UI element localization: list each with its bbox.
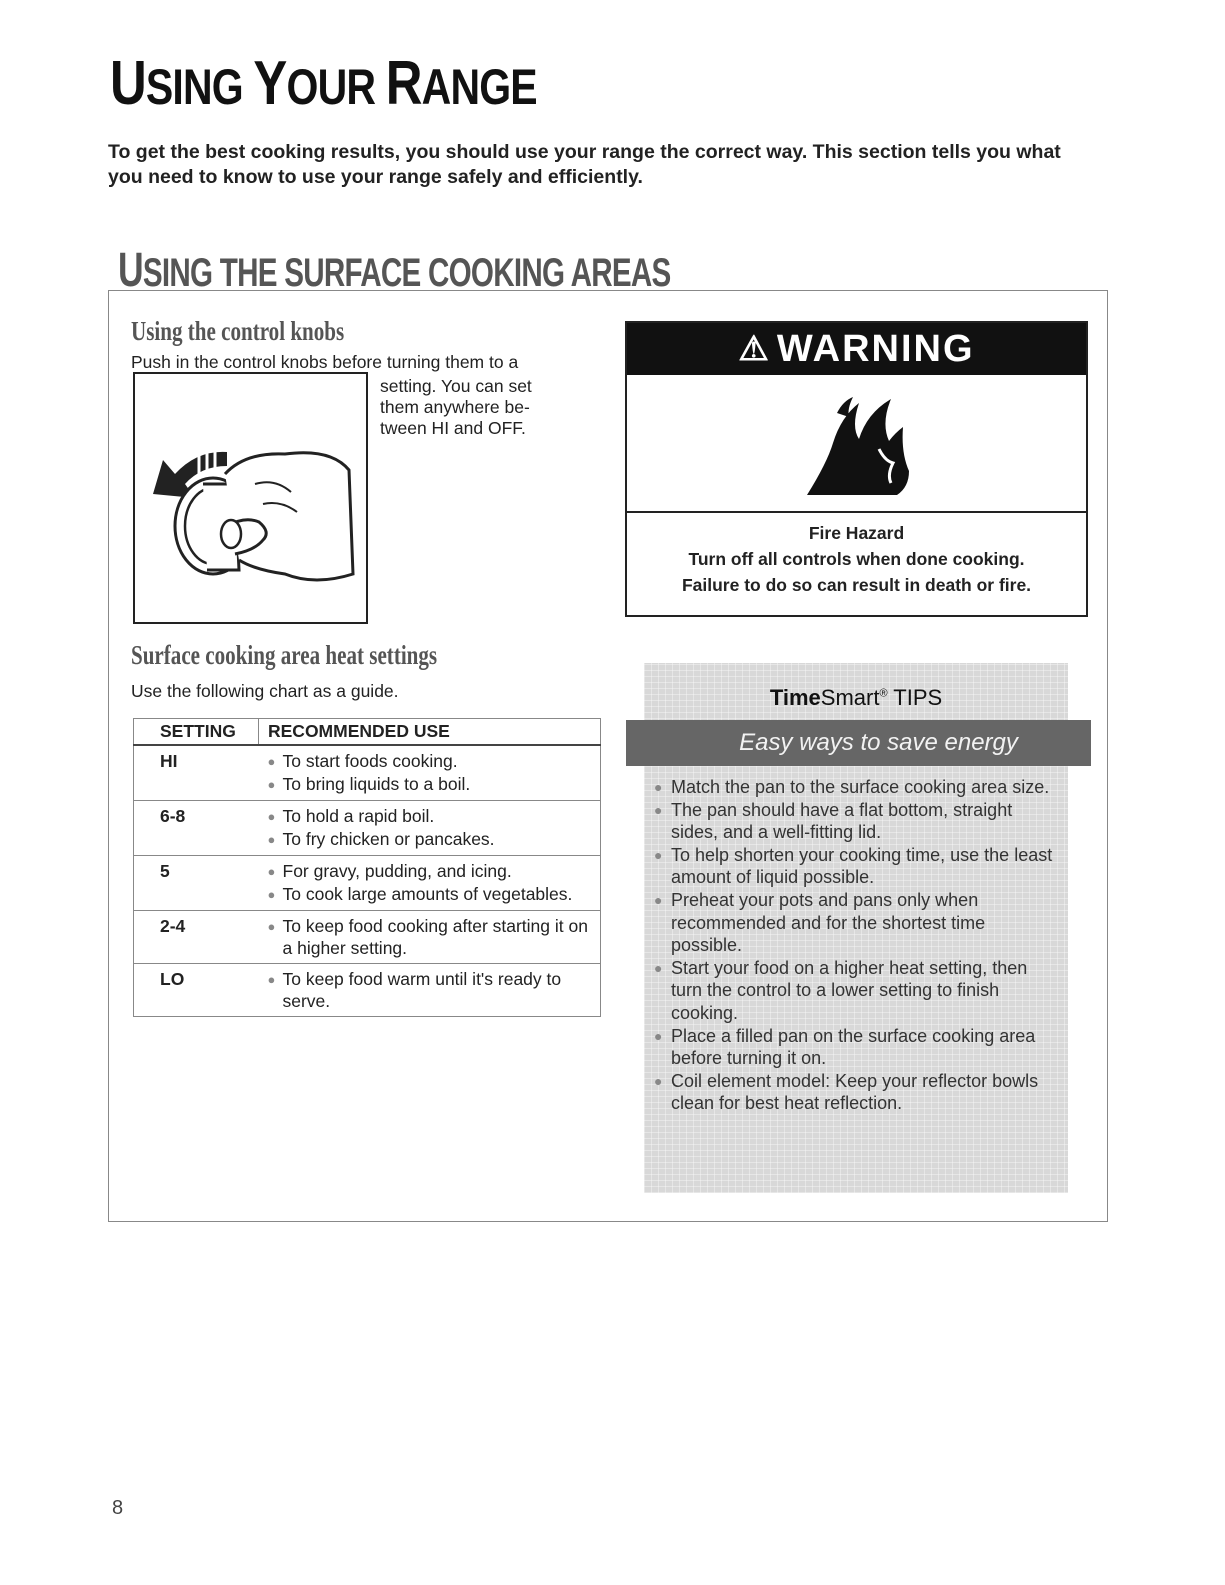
bullet-icon: ● (654, 1027, 663, 1044)
registered-mark: ® (879, 687, 888, 700)
tip-item (654, 1070, 1054, 1115)
tips-panel (644, 663, 1068, 1193)
setting-cell: LO (134, 964, 259, 1017)
column-header-use: RECOMMENDED USE (259, 719, 601, 746)
title-text: OUR (286, 59, 386, 115)
warning-line: Turn off all controls when done cooking. (688, 549, 1025, 569)
table-row (134, 964, 601, 1017)
tip-item (654, 1025, 1054, 1070)
bullet-icon: ● (654, 846, 663, 863)
warning-header (627, 323, 1086, 375)
title-text: ANGE (421, 59, 537, 115)
use-item (268, 915, 601, 959)
tip-text: To help shorten your cooking time, use the least amount of liquid possible. (671, 844, 1053, 888)
use-cell (259, 911, 601, 964)
tip-text: Preheat your pots and pans only when recommended and for the shortest time possible. (671, 889, 986, 956)
hand-turning-knob-icon (135, 374, 366, 622)
tip-item (654, 889, 1054, 957)
heat-settings-table (133, 718, 601, 1017)
table-row (134, 856, 601, 911)
tip-item (654, 957, 1054, 1025)
use-item (268, 968, 601, 1012)
bullet-icon: ● (267, 864, 276, 879)
setting-cell: 2-4 (134, 911, 259, 964)
use-text: To hold a rapid boil. (282, 806, 435, 826)
tips-band: Easy ways to save energy (626, 720, 1091, 766)
section-title-text: SING THE SURFACE COOKING AREAS (142, 251, 671, 295)
warning-line: Failure to do so can result in death or fire. (681, 575, 1032, 595)
use-text: To fry chicken or pancakes. (282, 829, 495, 849)
use-cell (259, 964, 601, 1017)
tip-text: The pan should have a flat bottom, straight sides, and a well-fitting lid. (671, 799, 1013, 843)
tip-item (654, 844, 1054, 889)
section-title-initial: U (118, 244, 143, 297)
use-text: To keep food cooking after starting it on a higher setting. (282, 916, 588, 958)
bullet-icon: ● (654, 801, 663, 818)
warning-label: WARNING (776, 327, 975, 370)
tips-brand: Smart (820, 685, 880, 710)
title-initial: Y (253, 49, 287, 118)
page-number: 8 (112, 1497, 124, 1519)
setting-cell: HI (134, 745, 259, 801)
bullet-icon: ● (267, 809, 276, 824)
bullet-icon: ● (654, 1072, 663, 1089)
intro-paragraph: To get the best cooking results, you should use your range the correct way. This section tells you what you need to know to use your range safely and efficiently. (108, 141, 1061, 188)
table-row (134, 745, 601, 801)
use-item (268, 773, 601, 796)
warning-box (625, 321, 1088, 617)
use-cell (259, 801, 601, 856)
tip-text: Start your food on a higher heat setting, then turn the control to a lower setting to finish cooking. (671, 957, 1028, 1023)
heat-settings-intro: Use the following chart as a guide. (131, 681, 399, 701)
use-cell (259, 856, 601, 911)
table-row (134, 801, 601, 856)
warning-text (627, 513, 1086, 598)
use-text: To start foods cooking. (282, 751, 458, 771)
tip-text: Coil element model: Keep your reflector bowls clean for best heat reflection. (671, 1070, 1039, 1114)
bullet-icon: ● (654, 891, 663, 908)
tip-item (654, 776, 1054, 799)
tips-brand-bold: Time (769, 685, 821, 710)
use-item (268, 860, 601, 883)
tip-text: Place a filled pan on the surface cooking area before turning it on. (671, 1025, 1036, 1069)
use-text: For gravy, pudding, and icing. (282, 861, 512, 881)
bullet-icon: ● (267, 777, 276, 792)
title-text: SING (145, 59, 254, 115)
use-item (268, 750, 601, 773)
bullet-icon: ● (654, 959, 663, 976)
setting-cell: 6-8 (134, 801, 259, 856)
use-text: To keep food warm until it's ready to serve. (282, 969, 562, 1011)
control-knobs-text-line1: Push in the control knobs before turning them to a (131, 352, 519, 372)
bullet-icon: ● (267, 919, 276, 934)
bullet-icon: ● (654, 779, 663, 795)
tips-list (654, 776, 1054, 1115)
knob-illustration (133, 372, 368, 624)
use-item (268, 805, 601, 828)
tip-item (654, 799, 1054, 844)
title-initial: R (385, 49, 422, 118)
bullet-icon: ● (267, 972, 276, 987)
warning-triangle-icon: ⚠ (738, 330, 771, 368)
title-initial: U (110, 49, 146, 118)
flame-icon-area (627, 375, 1086, 513)
bullet-icon: ● (267, 754, 276, 769)
tips-suffix: TIPS (893, 685, 943, 710)
heat-settings-heading: Surface cooking area heat settings (131, 640, 438, 670)
page-title (110, 48, 537, 119)
table-row (134, 911, 601, 964)
control-knobs-text: setting. You can set them anywhere be- tween HI and OFF. (380, 376, 532, 438)
table-header-row (134, 719, 601, 746)
use-text: To bring liquids to a boil. (282, 774, 471, 794)
control-knobs-heading: Using the control knobs (131, 316, 345, 346)
use-item (268, 828, 601, 851)
tips-title (644, 685, 1068, 711)
setting-cell: 5 (134, 856, 259, 911)
fire-icon (797, 383, 917, 503)
use-cell (259, 745, 601, 801)
bullet-icon: ● (267, 832, 276, 847)
use-item (268, 883, 601, 906)
warning-hazard: Fire Hazard (808, 523, 905, 543)
bullet-icon: ● (267, 887, 276, 902)
use-text: To cook large amounts of vegetables. (282, 884, 573, 904)
column-header-setting: SETTING (134, 719, 259, 746)
tip-text: Match the pan to the surface cooking area size. (671, 777, 1050, 797)
